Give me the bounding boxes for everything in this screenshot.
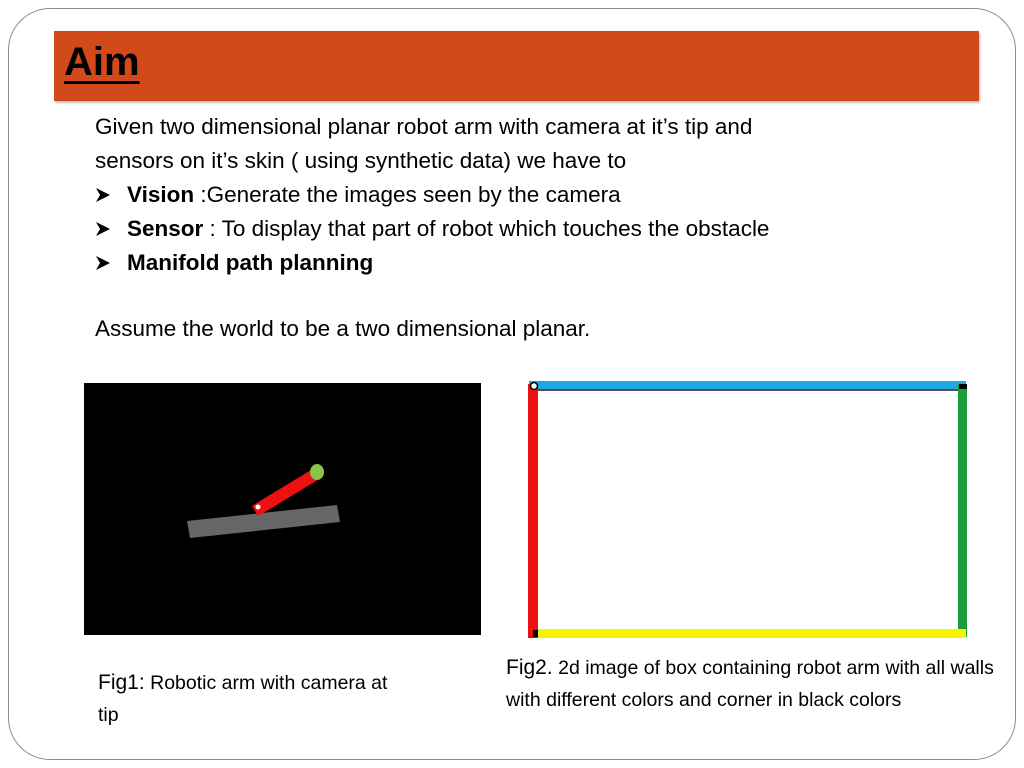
bullet-sensor-text: : To display that part of robot which touches the obstacle [203, 216, 770, 241]
assumption-text: Assume the world to be a two dimensional planar. [95, 316, 591, 341]
intro-line-1: Given two dimensional planar robot arm with camera at it’s tip and [95, 114, 753, 139]
fig1-caption [98, 667, 398, 731]
bullet-sensor-title: Sensor [127, 216, 204, 241]
fig2-caption-label: Fig2. [506, 656, 553, 679]
camera-icon [310, 464, 324, 480]
body-text [95, 110, 925, 346]
bottom-wall [532, 629, 966, 638]
corner-top-right [959, 384, 967, 389]
title-bar [54, 31, 979, 101]
fig1-caption-text: Robotic arm with camera at tip [98, 672, 388, 726]
arrow-bullet-icon [95, 221, 127, 237]
fig1-caption-label: Fig1: [98, 671, 145, 694]
arrow-bullet-icon [95, 255, 127, 271]
arm-joint [256, 505, 261, 510]
fig2-caption [506, 652, 996, 716]
corner-bottom-left [533, 630, 538, 637]
bullet-vision-title: Vision [127, 182, 195, 207]
bullet-manifold [95, 246, 925, 280]
colored-box-figure [524, 378, 974, 648]
slide-title: Aim [64, 40, 140, 84]
robot-arm-figure [84, 383, 481, 640]
bullet-manifold-title: Manifold path planning [127, 250, 374, 275]
left-wall [528, 384, 538, 638]
corner-top-left [531, 383, 538, 390]
bullet-vision [95, 178, 925, 212]
fig1-background [84, 383, 481, 635]
fig2-caption-text: 2d image of box containing robot arm with all walls with different colors and corner in black colors [506, 657, 994, 711]
bullet-sensor [95, 212, 925, 246]
right-wall [958, 384, 967, 637]
bullet-vision-text: :Generate the images seen by the camera [194, 182, 621, 207]
top-wall [529, 381, 966, 390]
arrow-bullet-icon [95, 187, 127, 203]
intro-line-2: sensors on it’s skin ( using synthetic data) we have to [95, 148, 627, 173]
